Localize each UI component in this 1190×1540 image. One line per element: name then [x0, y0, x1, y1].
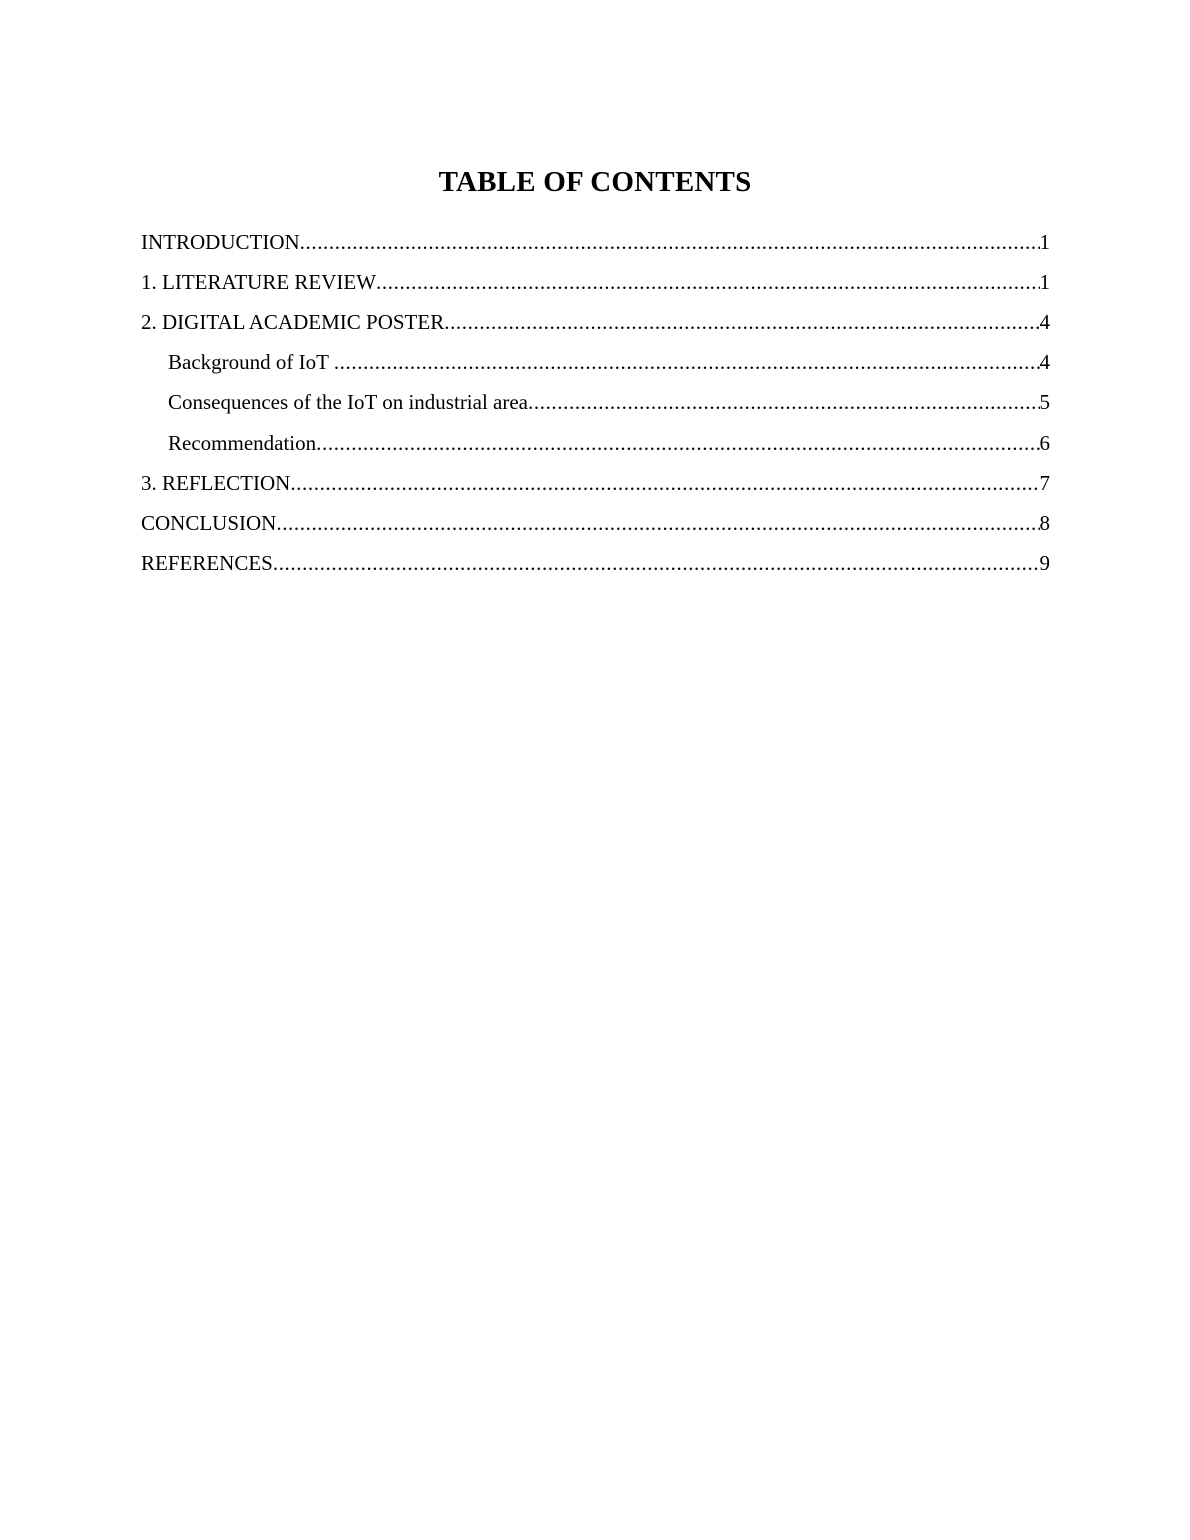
toc-entry-label: 3. REFLECTION — [141, 470, 291, 495]
toc-entry-page-number: 1 — [1039, 229, 1050, 254]
toc-entry-label: 1. LITERATURE REVIEW — [141, 269, 377, 294]
toc-entry-label: Recommendation — [168, 430, 317, 455]
toc-entry-label: Consequences of the IoT on industrial area — [168, 390, 529, 415]
toc-dot-leader — [276, 511, 1039, 536]
toc-entry-page-number: 8 — [1039, 510, 1050, 535]
toc-entry-page-number: 1 — [1039, 269, 1050, 294]
toc-entry-digital-academic-poster[interactable] — [141, 302, 1050, 342]
toc-dot-leader — [528, 390, 1039, 415]
toc-entry-references[interactable] — [141, 544, 1050, 584]
toc-entry-consequences-of-iot[interactable] — [141, 383, 1050, 423]
toc-dot-leader — [290, 471, 1039, 496]
toc-entry-background-of-iot[interactable] — [141, 343, 1050, 383]
toc-entry-label: REFERENCES — [141, 551, 273, 576]
toc-list — [141, 222, 1050, 584]
toc-entry-introduction[interactable] — [141, 222, 1050, 262]
toc-dot-leader — [273, 551, 1040, 576]
toc-dot-leader — [444, 310, 1039, 335]
toc-entry-page-number: 9 — [1039, 551, 1050, 576]
toc-dot-leader — [300, 230, 1040, 255]
toc-entry-page-number: 7 — [1039, 470, 1050, 495]
toc-entry-label: Background of IoT — [168, 350, 334, 375]
toc-entry-page-number: 4 — [1039, 309, 1050, 334]
toc-entry-conclusion[interactable] — [141, 503, 1050, 543]
toc-dot-leader — [316, 431, 1039, 456]
toc-entry-page-number: 6 — [1039, 430, 1050, 455]
toc-entry-label: INTRODUCTION — [141, 229, 300, 254]
toc-dot-leader — [334, 350, 1040, 375]
toc-entry-page-number: 4 — [1039, 350, 1050, 375]
toc-entry-page-number: 5 — [1039, 390, 1050, 415]
toc-entry-label: CONCLUSION — [141, 510, 277, 535]
toc-entry-recommendation[interactable] — [141, 423, 1050, 463]
toc-entry-reflection[interactable] — [141, 463, 1050, 503]
toc-dot-leader — [376, 270, 1039, 295]
toc-title: TABLE OF CONTENTS — [438, 166, 752, 198]
toc-entry-literature-review[interactable] — [141, 262, 1050, 302]
toc-entry-label: 2. DIGITAL ACADEMIC POSTER — [141, 309, 445, 334]
